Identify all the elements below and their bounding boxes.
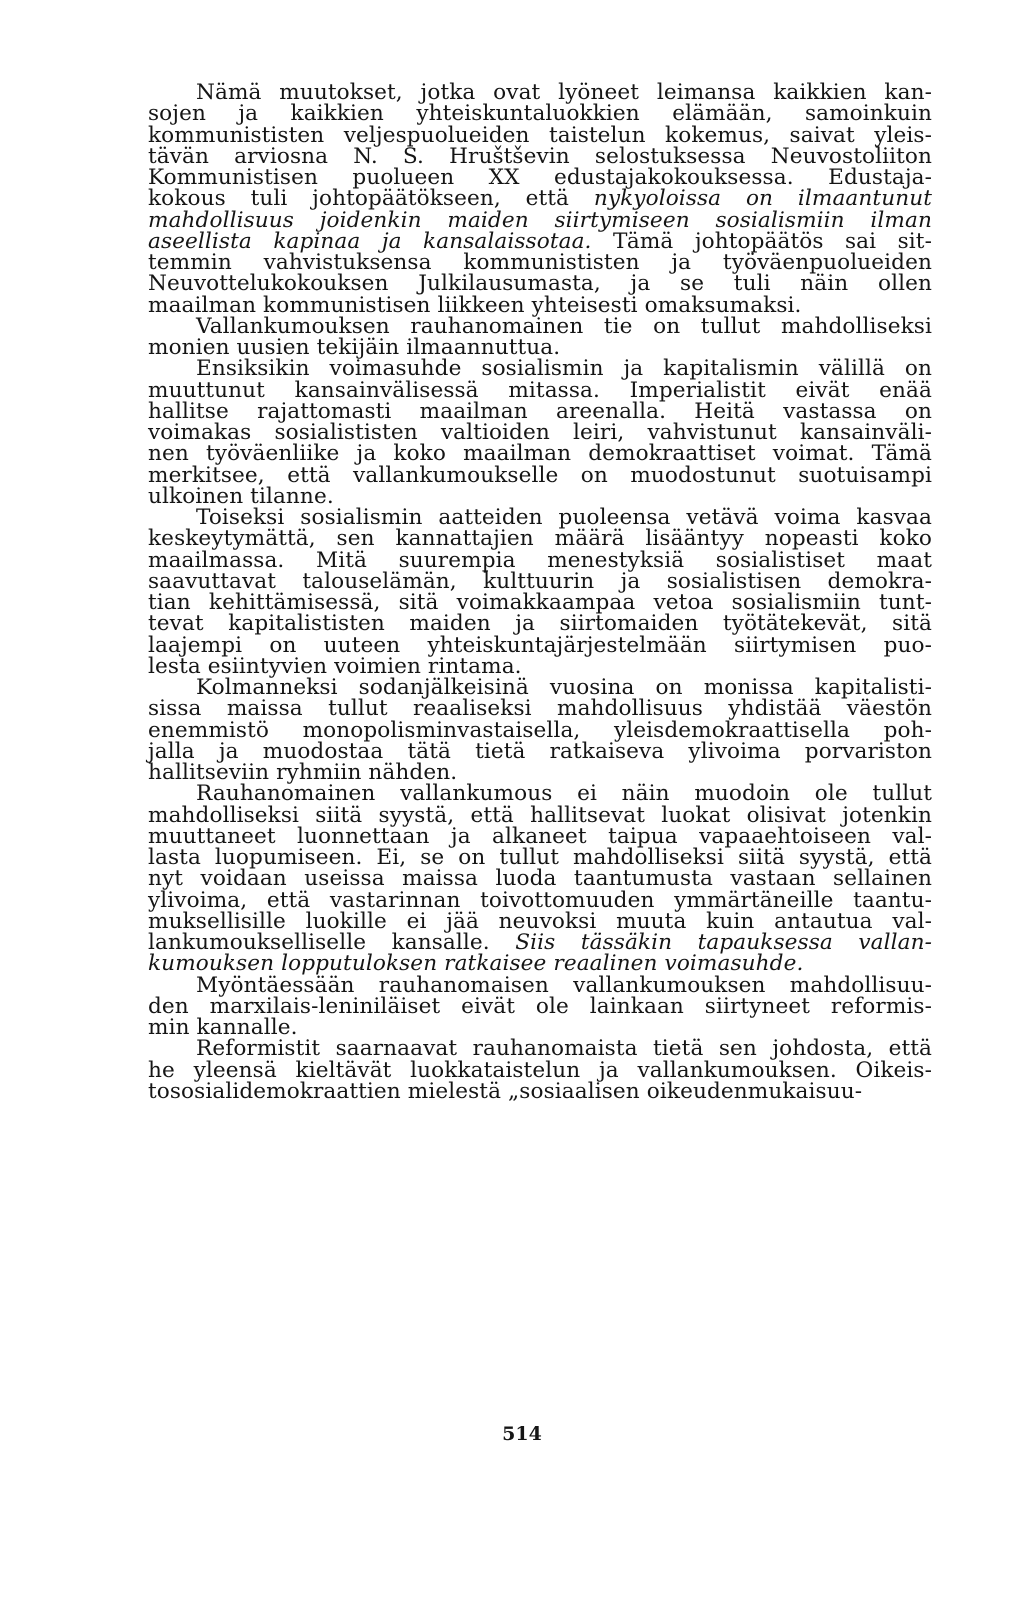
text-line: mahdolliseksi siitä syystä, että hallitsevat luokat olisivat jotenkin	[148, 802, 932, 828]
text-line: Reformistit saarnaavat rauhanomaista tietä sen johdosta, että	[196, 1036, 932, 1062]
text-line: hallitse rajattomasti maailman areenalla. Heitä vastassa on	[148, 398, 932, 424]
text-line: sissa maissa tullut reaaliseksi mahdollisuus yhdistää väestön	[148, 696, 932, 722]
text-line: Neuvottelukokouksen Julkilausumasta, ja se tuli näin ollen	[148, 271, 932, 297]
text-line: enemmistö monopolisminvastaisella, yleisdemokraattisella poh-	[148, 717, 932, 743]
text-line: tian kehittämisessä, sitä voimakkaampaa vetoa sosialismiin tunt-	[148, 590, 932, 615]
text-line: keskeytymättä, sen kannattajien määrä lisääntyy nopeasti koko	[148, 526, 932, 552]
paragraph-p3	[148, 358, 932, 507]
text-line: aseellista kapinaa ja kansalaissotaa. Tämä johtopäätös sai sit-	[148, 228, 932, 254]
document-page	[148, 82, 932, 1102]
paragraph-p8	[148, 1038, 932, 1102]
text-line: nen työväenliike ja koko maailman demokraattiset voimat. Tämä	[148, 441, 932, 467]
text-line: Vallankumouksen rauhanomainen tie on tullut mahdolliseksi	[196, 313, 932, 339]
text-line: mahdollisuus joidenkin maiden siirtymiseen sosialismiin ilman	[148, 207, 932, 233]
text-line: maailman kommunistisen liikkeen yhteisesti omaksumaksi.	[148, 292, 802, 318]
text-line: Myöntäessään rauhanomaisen vallankumouksen mahdollisuu-	[196, 972, 932, 998]
text-line: Kolmanneksi sodanjälkeisinä vuosina on monissa kapitalisti-	[196, 675, 932, 700]
text-line: monien uusien tekijäin ilmaannuttua.	[148, 335, 561, 360]
text-line: lasta luopumiseen. Ei, se on tullut mahdolliseksi siitä syystä, että	[148, 845, 932, 870]
text-line: Toiseksi sosialismin aatteiden puoleensa vetävä voima kasvaa	[196, 505, 932, 530]
paragraph-p7	[148, 972, 932, 1040]
text-line: Ensiksikin voimasuhde sosialismin ja kapitalismin välillä on	[196, 356, 932, 382]
text-line: tososialidemokraattien mielestä „sosiaalisen oikeudenmukaisuu-	[148, 1078, 863, 1104]
text-line: temmin vahvistuksensa kommunististen ja työväenpuolueiden	[148, 250, 932, 275]
text-line: he yleensä kieltävät luokkataistelun ja vallankumouksen. Oikeis-	[148, 1057, 932, 1083]
text-line: jalla ja muodostaa tätä tietä ratkaiseva ylivoima porvariston	[148, 738, 932, 764]
text-line: lankumoukselliselle kansalle. Siis tässäkin tapauksessa vallan-	[148, 930, 933, 955]
text-line: merkitsee, että vallankumoukselle on muodostunut suotuisampi	[148, 462, 932, 488]
paragraph-p2	[148, 313, 932, 360]
text-line: kommunististen veljespuolueiden taistelun kokemus, saivat yleis-	[148, 122, 932, 148]
text-line: min kannalle.	[148, 1015, 298, 1040]
text-line: muuttaneet luonnettaan ja alkaneet taipua vapaaehtoiseen val-	[148, 823, 932, 849]
paragraph-p1	[148, 82, 932, 316]
text-line: ylivoima, että vastarinnan toivottomuuden ymmärtäneille taantu-	[148, 887, 932, 913]
page-number: 514	[502, 1423, 542, 1445]
text-line: muuttunut kansainvälisessä mitassa. Imperialistit eivät enää	[148, 377, 932, 403]
text-line: nyt voidaan useissa maissa luoda taantumusta vastaan sellainen	[148, 866, 932, 892]
text-line: muksellisille luokille ei jää neuvoksi muuta kuin antautua val-	[148, 908, 932, 934]
text-line: sojen ja kaikkien yhteiskuntaluokkien elämään, samoinkuin	[148, 101, 932, 127]
text-line: saavuttavat talouselämän, kulttuurin ja sosialistisen demokra-	[148, 568, 932, 594]
text-line: Nämä muutokset, jotka ovat lyöneet leimansa kaikkien kan-	[196, 80, 932, 105]
text-line: ulkoinen tilanne.	[148, 483, 334, 509]
text-line: laajempi on uuteen yhteiskuntajärjestelmään siirtymisen puo-	[148, 632, 932, 658]
text-line: lesta esiintyvien voimien rintama.	[148, 653, 522, 679]
text-line: tevat kapitalististen maiden ja siirtomaiden työtätekevät, sitä	[148, 611, 932, 637]
text-line: den marxilais-leniniläiset eivät ole lainkaan siirtyneet reformis-	[148, 993, 932, 1019]
text-line: voimakas sosialististen valtioiden leiri, vahvistunut kansainväli-	[148, 420, 932, 445]
paragraph-p5	[148, 677, 932, 783]
text-line: Kommunistisen puolueen XX edustajakokouksessa. Edustaja-	[148, 165, 932, 190]
paragraph-p6	[148, 781, 933, 977]
text-line: kumouksen lopputuloksen ratkaisee reaalinen voimasuhde.	[148, 951, 804, 977]
text-line: tävän arviosna N. S. Hruštševin selostuksessa Neuvostoliiton	[148, 143, 932, 169]
paragraph-p4	[148, 507, 932, 677]
text-line: hallitseviin ryhmiin nähden.	[148, 760, 458, 785]
text-line: maailmassa. Mitä suurempia menestyksiä sosialistiset maat	[148, 547, 932, 573]
text-line: kokous tuli johtopäätökseen, että nykyoloissa on ilmaantunut	[148, 186, 932, 212]
text-line: Rauhanomainen vallankumous ei näin muodoin ole tullut	[196, 781, 932, 807]
